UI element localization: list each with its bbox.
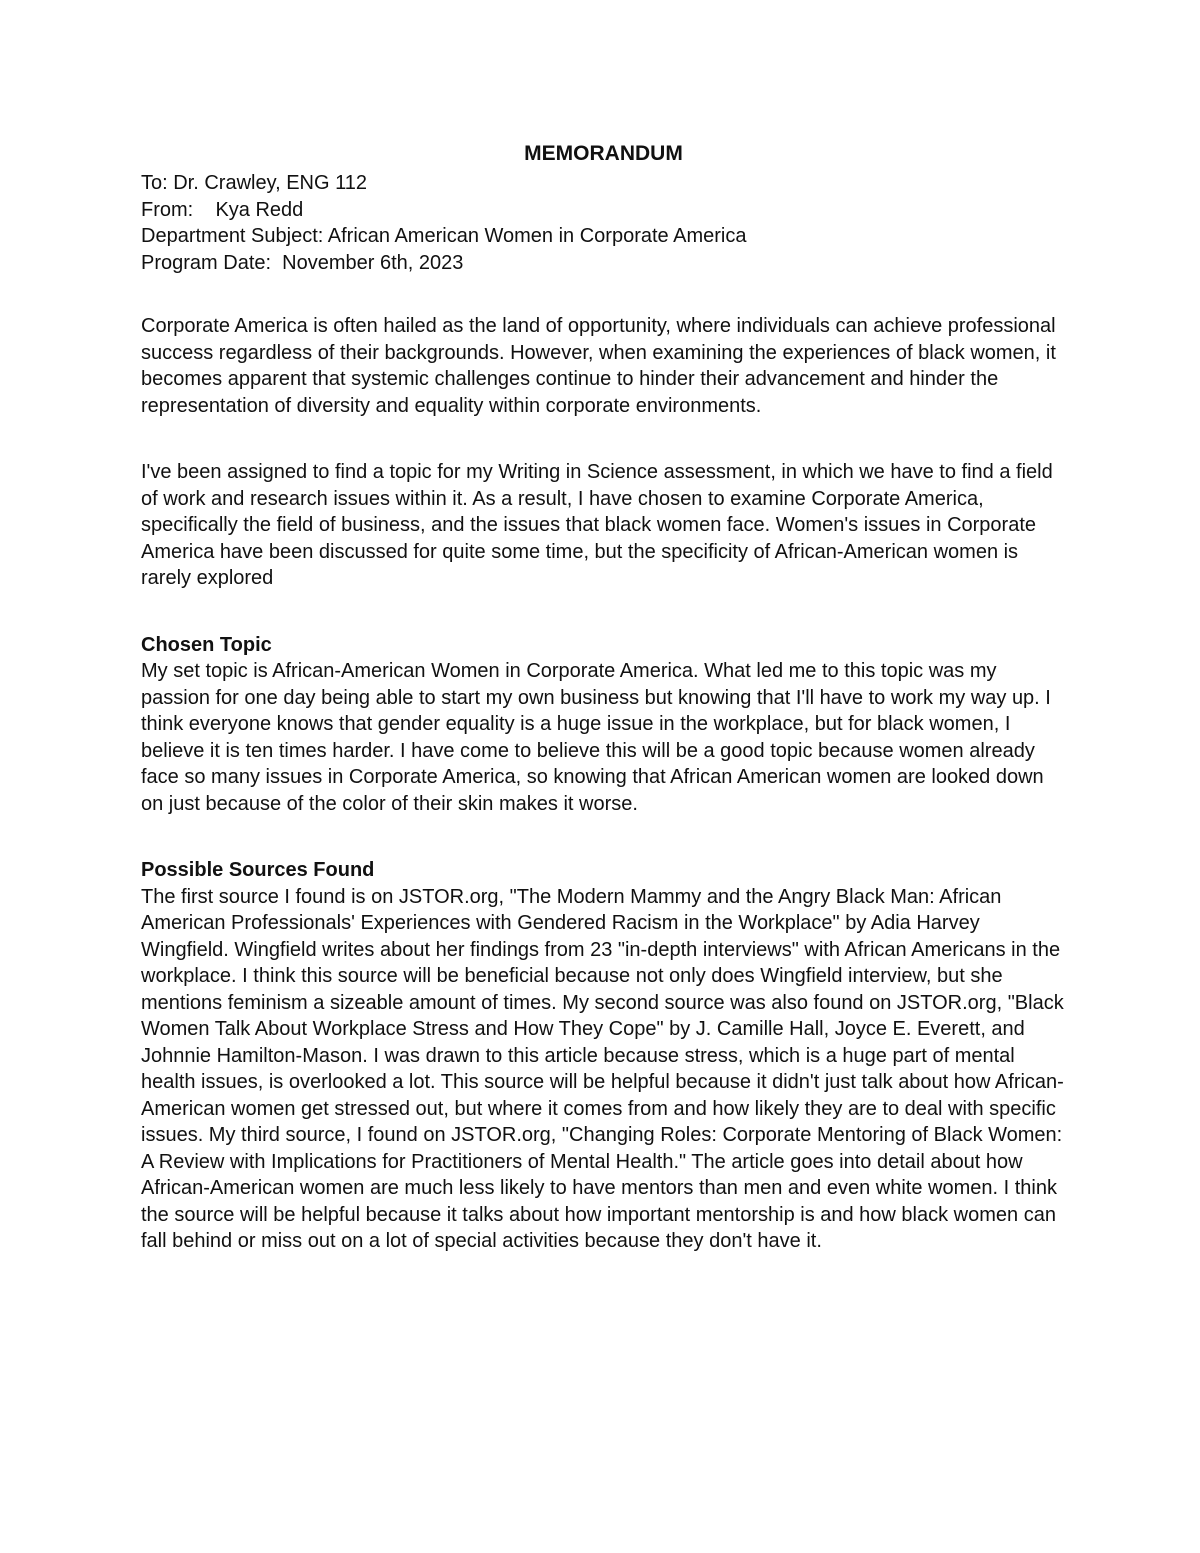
chosen-topic-paragraph: My set topic is African-American Women in Corporate America. What led me to this topic was my passion for one day being able to start my own business but knowing that I'll have to work my way up. I think everyone knows that gender equality is a huge issue in the workplace, but for black women, I believe it is ten times harder. I have come to believe this will be a good topic because women already face so many issues in Corporate America, so knowing that African American women are looked down on just because of the color of their skin makes it worse. [141, 660, 1051, 815]
possible-sources-paragraph: The first source I found is on JSTOR.org, "The Modern Mammy and the Angry Black Man: African American Professionals' Experiences with Gendered Racism in the Workplace" by Adia Harvey Wingfield. Wingfield writes about her findings from 23 "in-depth interviews" with African Americans in the workplace. I think this source will be beneficial because not only does Wingfield interview, but she mentions feminism a sizeable amount of times. My second source was also found on JSTOR.org, "Black Women Talk About Workplace Stress and How They Cope" by J. Camille Hall, Joyce E. Everett, and Johnnie Hamilton-Mason. I was drawn to this article because stress, which is a huge part of mental health issues, is overlooked a lot. This source will be helpful because it didn't just talk about how African-American women get stressed out, but where it comes from and how likely they are to deal with specific issues. My third source, I found on JSTOR.org, "Changing Roles: Corporate Mentoring of Black Women: A Review with Implications for Practitioners of Mental Health." The article goes into detail about how African-American women are much less likely to have mentors than men and even white women. I think the source will be helpful because it talks about how important mentorship is and how black women can fall behind or miss out on a lot of special activities because they don't have it. [141, 885, 1064, 1252]
spacer [141, 419, 1066, 459]
memo-page [141, 140, 1066, 1255]
spacer [141, 276, 1066, 313]
assignment-paragraph: I've been assigned to find a topic for my Writing in Science assessment, in which we have to find a field of work and research issues within it. As a result, I have chosen to examine Corporate America, specifically the field of business, and the issues that black women face. Women's issues in Corporate America have been discussed for quite some time, but the specificity of African-American women is rarely explored [141, 461, 1053, 589]
spacer [141, 817, 1066, 857]
memo-to-line: To: Dr. Crawley, ENG 112 [141, 172, 367, 194]
intro-paragraph: Corporate America is often hailed as the land of opportunity, where individuals can achieve professional success regardless of their backgrounds. However, when examining the experiences of black women, it becomes apparent that systemic challenges continue to hinder their advancement and hinder the representation of diversity and equality within corporate environments. [141, 315, 1056, 417]
spacer [141, 592, 1066, 632]
memo-from-line: From: Kya Redd [141, 198, 304, 221]
memo-title: MEMORANDUM [524, 142, 683, 165]
possible-sources-heading: Possible Sources Found [141, 859, 375, 881]
memo-subject-line: Department Subject: African American Women in Corporate America [141, 225, 747, 247]
memo-date-line: Program Date: November 6th, 2023 [141, 251, 464, 274]
chosen-topic-heading: Chosen Topic [141, 633, 272, 656]
